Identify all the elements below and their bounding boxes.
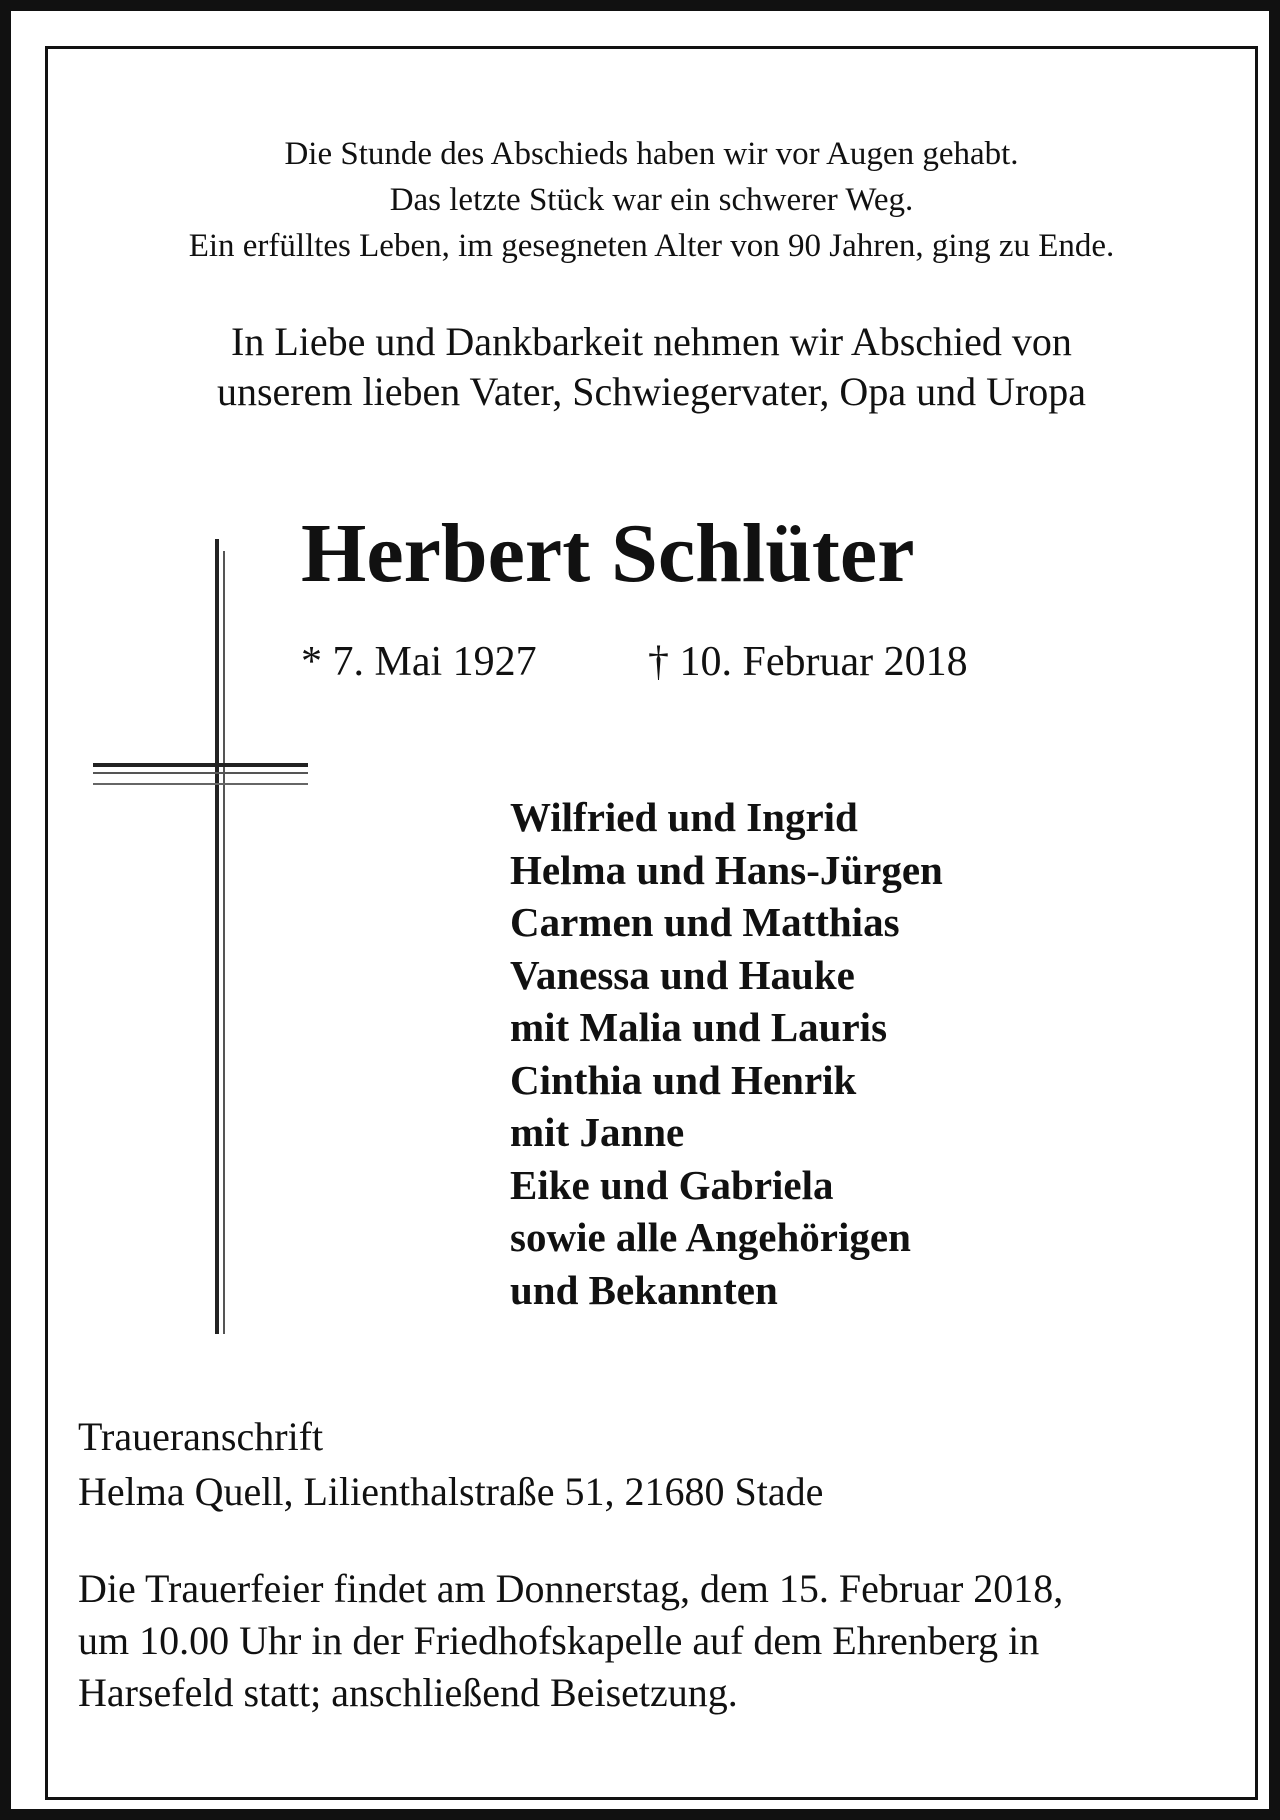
ceremony-line: Die Trauerfeier findet am Donnerstag, dem 15. Februar 2018, [78,1566,1064,1611]
mourners-list [510,791,943,1316]
mourner-line: mit Malia und Lauris [510,1004,888,1050]
ceremony-line: um 10.00 Uhr in der Friedhofskapelle auf dem Ehrenberg in [78,1618,1040,1663]
farewell-intro [48,317,1255,417]
mourner-line: Carmen und Matthias [510,899,900,945]
poem-line: Das letzte Stück war ein schwerer Weg. [389,182,914,218]
mourner-line: Vanessa und Hauke [510,951,855,998]
address-value: Helma Quell, Lilienthalstraße 51, 21680 Stade [78,1469,824,1514]
intro-line: unserem lieben Vater, Schwiegervater, Opa und Uropa [216,369,1087,414]
obituary-frame [45,46,1258,1800]
death-date: † 10. Februar 2018 [648,639,968,685]
ceremony-line: Harsefeld statt; anschließend Beisetzung. [78,1670,738,1715]
deceased-name: Herbert Schlüter [301,507,915,600]
poem-line: Ein erfülltes Leben, im gesegneten Alter von 90 Jahren, ging zu Ende. [188,228,1115,264]
poem-line: Die Stunde des Abschieds haben wir vor Augen gehabt. [284,136,1019,172]
mourner-line: Helma und Hans-Jürgen [510,846,943,893]
mourner-line: mit Janne [510,1109,685,1155]
mourner-line: Cinthia und Henrik [510,1056,857,1103]
intro-line: In Liebe und Dankbarkeit nehmen wir Abschied von [231,319,1072,364]
birth-date: * 7. Mai 1927 [301,639,537,685]
mourning-address [78,1409,823,1519]
cross-icon [93,539,313,1339]
mourner-line: sowie alle Angehörigen [510,1214,911,1260]
mourner-line: Eike und Gabriela [510,1161,834,1208]
address-label: Traueranschrift [78,1414,324,1459]
mourner-line: und Bekannten [510,1266,778,1313]
poem-verse [48,131,1255,269]
mourner-line: Wilfried und Ingrid [510,794,858,840]
funeral-service-info [78,1563,1233,1719]
